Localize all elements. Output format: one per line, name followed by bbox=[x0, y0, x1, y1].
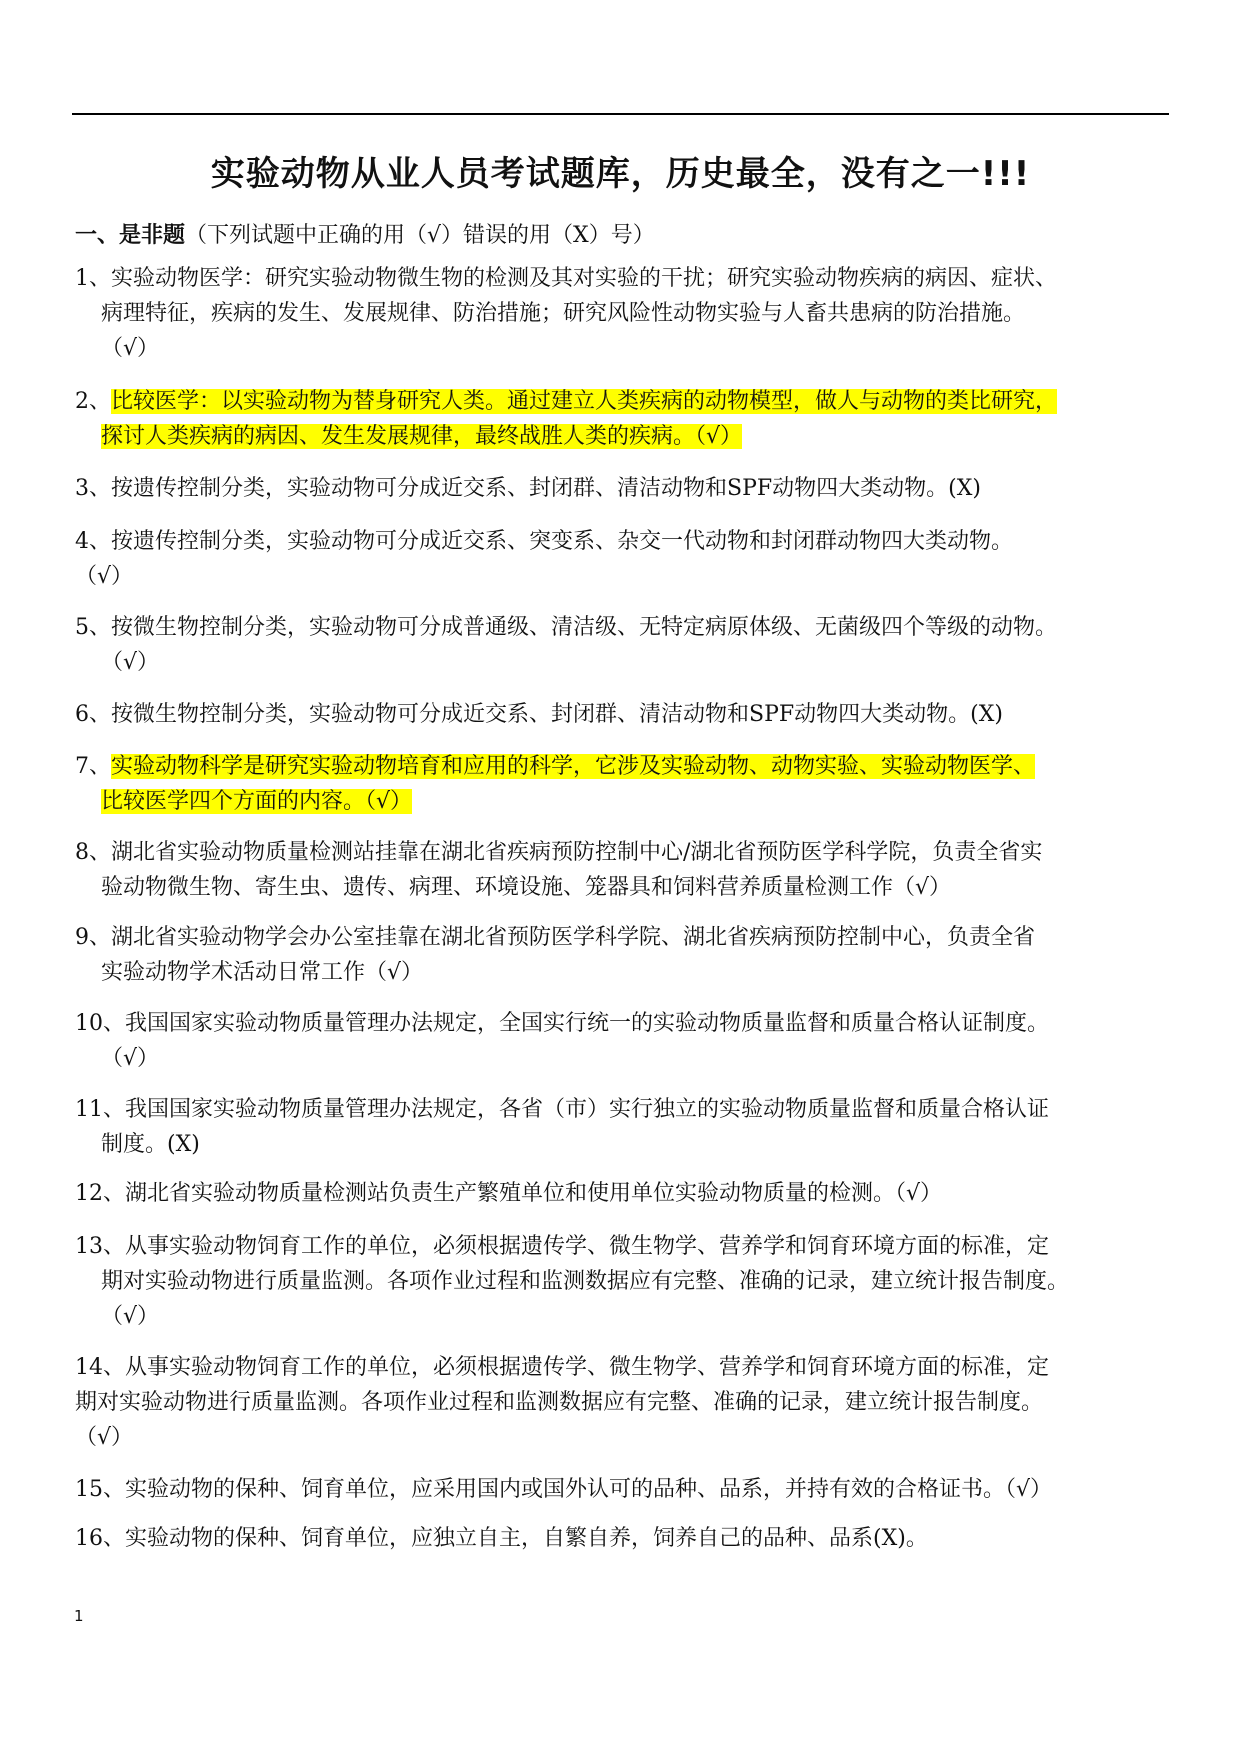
question-text-line: 期对实验动物进行质量监测。各项作业过程和监测数据应有完整、准确的记录，建立统计报告制度。 bbox=[75, 1390, 1044, 1415]
question-6 bbox=[75, 697, 1190, 732]
question-text-line: 湖北省实验动物质量检测站负责生产繁殖单位和使用单位实验动物质量的检测。（√） bbox=[125, 1181, 943, 1206]
question-15 bbox=[75, 1472, 1190, 1507]
question-number: 3、 bbox=[75, 476, 111, 501]
question-text-line: 从事实验动物饲育工作的单位，必须根据遗传学、微生物学、营养学和饲育环境方面的标准，定 bbox=[125, 1234, 1050, 1259]
section-prefix: 一、 bbox=[75, 223, 120, 248]
question-8 bbox=[75, 835, 1190, 905]
question-number: 11、 bbox=[75, 1097, 125, 1122]
question-text-line: （√） bbox=[101, 336, 160, 361]
question-14 bbox=[75, 1350, 1190, 1455]
highlighted-text: 比较医学四个方面的内容。（√） bbox=[101, 789, 413, 814]
question-number: 7、 bbox=[75, 754, 111, 779]
question-number: 13、 bbox=[75, 1234, 125, 1259]
question-text-line: 实验动物医学：研究实验动物微生物的检测及其对实验的干扰；研究实验动物疾病的病因、症状、 bbox=[111, 266, 1058, 291]
highlighted-text: 探讨人类疾病的病因、发生发展规律，最终战胜人类的疾病。（√） bbox=[101, 424, 743, 449]
question-2 bbox=[75, 384, 1190, 454]
question-3 bbox=[75, 471, 1190, 506]
question-text-line: 实验动物的保种、饲育单位，应独立自主，自繁自养，饲养自己的品种、品系(X)。 bbox=[125, 1526, 928, 1551]
question-number: 2、 bbox=[75, 389, 111, 414]
question-16 bbox=[75, 1521, 1190, 1556]
question-text-line: 验动物微生物、寄生虫、遗传、病理、环境设施、笼器具和饲料营养质量检测工作（√） bbox=[101, 875, 952, 900]
page-number: 1 bbox=[74, 1607, 84, 1625]
question-13 bbox=[75, 1229, 1190, 1334]
question-number: 10、 bbox=[75, 1011, 125, 1036]
question-number: 15、 bbox=[75, 1477, 125, 1502]
question-text-line: （√） bbox=[101, 650, 160, 675]
highlighted-text: 实验动物科学是研究实验动物培育和应用的科学，它涉及实验动物、动物实验、实验动物医学、 bbox=[111, 754, 1036, 779]
question-7 bbox=[75, 749, 1190, 819]
question-text-line: 按遗传控制分类，实验动物可分成近交系、突变系、杂交一代动物和封闭群动物四大类动物。 bbox=[111, 529, 1014, 554]
question-text-line: 按遗传控制分类，实验动物可分成近交系、封闭群、清洁动物和SPF动物四大类动物。(X) bbox=[111, 476, 981, 501]
question-1 bbox=[75, 261, 1190, 366]
page-title: 实验动物从业人员考试题库，历史最全，没有之一!!! bbox=[210, 154, 1031, 194]
question-number: 4、 bbox=[75, 529, 111, 554]
question-text-line: 按微生物控制分类，实验动物可分成近交系、封闭群、清洁动物和SPF动物四大类动物。(X) bbox=[111, 702, 1003, 727]
section-note: （下列试题中正确的用（√）错误的用（X）号） bbox=[185, 223, 655, 248]
header-rule bbox=[72, 113, 1169, 115]
question-number: 5、 bbox=[75, 615, 111, 640]
question-text-line: 我国国家实验动物质量管理办法规定，各省（市）实行独立的实验动物质量监督和质量合格认证 bbox=[125, 1097, 1050, 1122]
question-text-line: 按微生物控制分类，实验动物可分成普通级、清洁级、无特定病原体级、无菌级四个等级的动物。 bbox=[111, 615, 1058, 640]
question-text-line: 病理特征，疾病的发生、发展规律、防治措施；研究风险性动物实验与人畜共患病的防治措施。 bbox=[101, 301, 1026, 326]
question-number: 16、 bbox=[75, 1526, 125, 1551]
question-text-line: （√） bbox=[101, 1304, 160, 1329]
question-text-line: 湖北省实验动物质量检测站挂靠在湖北省疾病预防控制中心/湖北省预防医学科学院，负责全省实 bbox=[111, 840, 1043, 865]
question-number: 14、 bbox=[75, 1355, 125, 1380]
question-text-line: 实验动物的保种、饲育单位，应采用国内或国外认可的品种、品系，并持有效的合格证书。（√） bbox=[125, 1477, 1053, 1502]
question-5 bbox=[75, 610, 1190, 680]
question-text-line: 制度。(X) bbox=[101, 1132, 200, 1157]
question-9 bbox=[75, 920, 1190, 990]
question-number: 1、 bbox=[75, 266, 111, 291]
question-number: 12、 bbox=[75, 1181, 125, 1206]
question-number: 6、 bbox=[75, 702, 111, 727]
section-label: 是非题 bbox=[119, 223, 186, 248]
question-text-line: （√） bbox=[75, 564, 134, 589]
question-text-line: 从事实验动物饲育工作的单位，必须根据遗传学、微生物学、营养学和饲育环境方面的标准，定 bbox=[125, 1355, 1050, 1380]
highlighted-text: 比较医学：以实验动物为替身研究人类。通过建立人类疾病的动物模型，做人与动物的类比研究， bbox=[111, 389, 1058, 414]
question-text-line: 湖北省实验动物学会办公室挂靠在湖北省预防医学科学院、湖北省疾病预防控制中心，负责全省 bbox=[111, 925, 1036, 950]
question-number: 9、 bbox=[75, 925, 111, 950]
question-4 bbox=[75, 524, 1190, 594]
question-12 bbox=[75, 1176, 1190, 1211]
question-text-line: 实验动物学术活动日常工作（√） bbox=[101, 960, 424, 985]
question-text-line: 期对实验动物进行质量监测。各项作业过程和监测数据应有完整、准确的记录，建立统计报告制度。 bbox=[101, 1269, 1070, 1294]
section-heading bbox=[75, 218, 655, 249]
question-11 bbox=[75, 1092, 1190, 1162]
question-text-line: （√） bbox=[75, 1425, 134, 1450]
question-text-line: 我国国家实验动物质量管理办法规定，全国实行统一的实验动物质量监督和质量合格认证制度。 bbox=[125, 1011, 1050, 1036]
question-text-line: （√） bbox=[101, 1046, 160, 1071]
question-10 bbox=[75, 1006, 1190, 1076]
question-number: 8、 bbox=[75, 840, 111, 865]
